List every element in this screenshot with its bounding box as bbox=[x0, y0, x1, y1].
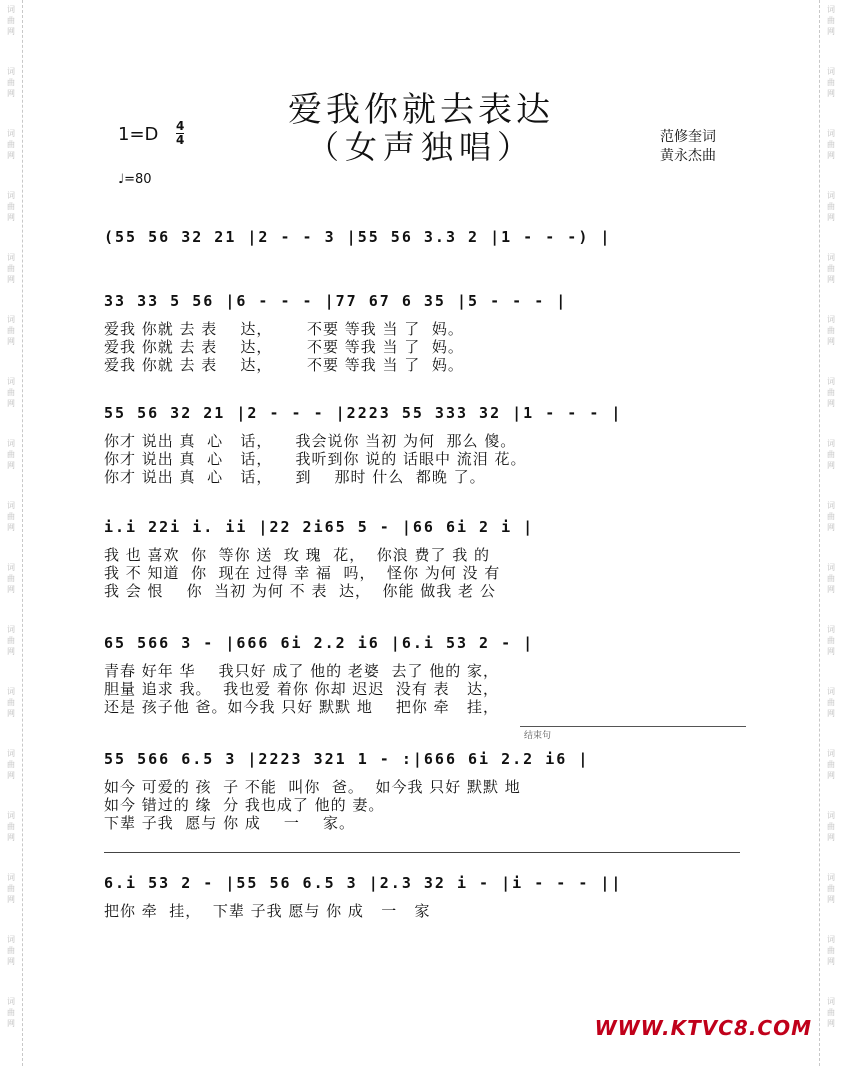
watermark-text: 词 曲 网 bbox=[827, 253, 835, 284]
watermark-text: 词 曲 网 bbox=[827, 625, 835, 656]
notation-row: 55 56 32 21 |2 - - - |2223 55 333 32 |1 - - - | bbox=[104, 404, 623, 422]
watermark-text: 词 曲 网 bbox=[827, 5, 835, 36]
watermark-text: 词 曲 网 bbox=[7, 811, 15, 842]
watermark-text: 词 曲 网 bbox=[827, 439, 835, 470]
watermark-text: 词 曲 网 bbox=[7, 129, 15, 160]
watermark-text: 词 曲 网 bbox=[827, 67, 835, 98]
watermark-text: 词 曲 网 bbox=[7, 625, 15, 656]
lyric-line: 青春 好年 华 我只好 成了 他的 老婆 去了 他的 家， bbox=[104, 662, 499, 680]
watermark-text: 词 曲 网 bbox=[7, 439, 15, 470]
watermark-text: 词 曲 网 bbox=[7, 935, 15, 966]
watermark-text: 词 曲 网 bbox=[7, 5, 15, 36]
key-signature: 1=D bbox=[118, 124, 159, 145]
lyric-line: 如今 错过的 缘 分 我也成了 他的 妻。 bbox=[104, 796, 385, 814]
lyric-line: 你才 说出 真 心 话， 到 那时 什么 都晚 了。 bbox=[104, 468, 486, 486]
lyric-line: 你才 说出 真 心 话， 我会说你 当初 为何 那么 傻。 bbox=[104, 432, 517, 450]
notation-row: (55 56 32 21 |2 - - 3 |55 56 3.3 2 |1 - - -) | bbox=[104, 228, 612, 246]
watermark-text: 词 曲 网 bbox=[7, 377, 15, 408]
time-signature: 4 4 bbox=[176, 119, 185, 147]
watermark-text: 词 曲 网 bbox=[827, 749, 835, 780]
lyric-line: 如今 可爱的 孩 子 不能 叫你 爸。 如今我 只好 默默 地 bbox=[104, 778, 521, 796]
lyric-line: 你才 说出 真 心 话， 我听到你 说的 话眼中 流泪 花。 bbox=[104, 450, 527, 468]
ending-label: 结束句 bbox=[524, 731, 552, 741]
watermark-text: 词 曲 网 bbox=[7, 749, 15, 780]
watermark-text: 词 曲 网 bbox=[7, 687, 15, 718]
notation-row: i.i 22i i. ii |22 2i65 5 - |66 6i 2 i | bbox=[104, 518, 535, 536]
watermark-text: 词 曲 网 bbox=[7, 501, 15, 532]
lyric-line: 我 也 喜欢 你 等你 送 玫 瑰 花， 你浪 费了 我 的 bbox=[104, 546, 491, 564]
notation-row: 33 33 5 56 |6 - - - |77 67 6 35 |5 - - - | bbox=[104, 292, 568, 310]
song-title: 爱我你就去表达 bbox=[288, 90, 554, 130]
lyricist: 范修奎词 bbox=[660, 129, 716, 145]
watermark-text: 词 曲 网 bbox=[7, 873, 15, 904]
watermark-text: 词 曲 网 bbox=[827, 997, 835, 1028]
watermark-text: 词 曲 网 bbox=[7, 997, 15, 1028]
composer: 黄永杰曲 bbox=[660, 148, 716, 164]
lyric-line: 我 不 知道 你 现在 过得 幸 福 吗， 怪你 为何 没 有 bbox=[104, 564, 501, 582]
watermark-text: 词 曲 网 bbox=[827, 377, 835, 408]
lyric-line: 我 会 恨 你 当初 为何 不 表 达， 你能 做我 老 公 bbox=[104, 582, 496, 600]
watermark-text: 词 曲 网 bbox=[827, 129, 835, 160]
lyric-line: 胆量 追求 我。 我也爱 着你 你却 迟迟 没有 表 达， bbox=[104, 680, 499, 698]
lyric-line: 爱我 你就 去 表 达， 不要 等我 当 了 妈。 bbox=[104, 356, 464, 374]
watermark-text: 词 曲 网 bbox=[827, 687, 835, 718]
notation-row: 55 566 6.5 3 |2223 321 1 - :|666 6i 2.2 i6 | bbox=[104, 750, 590, 768]
lyric-line: 爱我 你就 去 表 达， 不要 等我 当 了 妈。 bbox=[104, 320, 464, 338]
watermark-text: 词 曲 网 bbox=[827, 563, 835, 594]
watermark-text: 词 曲 网 bbox=[827, 191, 835, 222]
lyric-line: 爱我 你就 去 表 达， 不要 等我 当 了 妈。 bbox=[104, 338, 464, 356]
watermark-text: 词 曲 网 bbox=[7, 67, 15, 98]
tempo-mark: ♩=80 bbox=[118, 172, 152, 187]
notation-row: 65 566 3 - |666 6i 2.2 i6 |6.i 53 2 - | bbox=[104, 634, 535, 652]
watermark-text: 词 曲 网 bbox=[827, 811, 835, 842]
song-subtitle: （女声独唱） bbox=[306, 128, 535, 166]
watermark-text: 词 曲 网 bbox=[827, 315, 835, 346]
final-line-bracket bbox=[104, 852, 740, 853]
watermark-text: 词 曲 网 bbox=[7, 563, 15, 594]
ending-bracket bbox=[520, 726, 746, 727]
lyric-line: 把你 牵 挂， 下辈 子我 愿与 你 成 一 家 bbox=[104, 902, 431, 920]
watermark-text: 词 曲 网 bbox=[7, 191, 15, 222]
watermark-text: 词 曲 网 bbox=[827, 873, 835, 904]
lyric-line: 还是 孩子他 爸。如今我 只好 默默 地 把你 牵 挂， bbox=[104, 698, 499, 716]
watermark-text: 词 曲 网 bbox=[7, 253, 15, 284]
lyric-line: 下辈 子我 愿与 你 成 一 家。 bbox=[104, 814, 355, 832]
watermark-text: 词 曲 网 bbox=[827, 935, 835, 966]
watermark-text: 词 曲 网 bbox=[7, 315, 15, 346]
notation-row: 6.i 53 2 - |55 56 6.5 3 |2.3 32 i - |i - - - || bbox=[104, 874, 623, 892]
site-logo: WWW.KTVC8.COM bbox=[594, 1016, 812, 1040]
watermark-text: 词 曲 网 bbox=[827, 501, 835, 532]
